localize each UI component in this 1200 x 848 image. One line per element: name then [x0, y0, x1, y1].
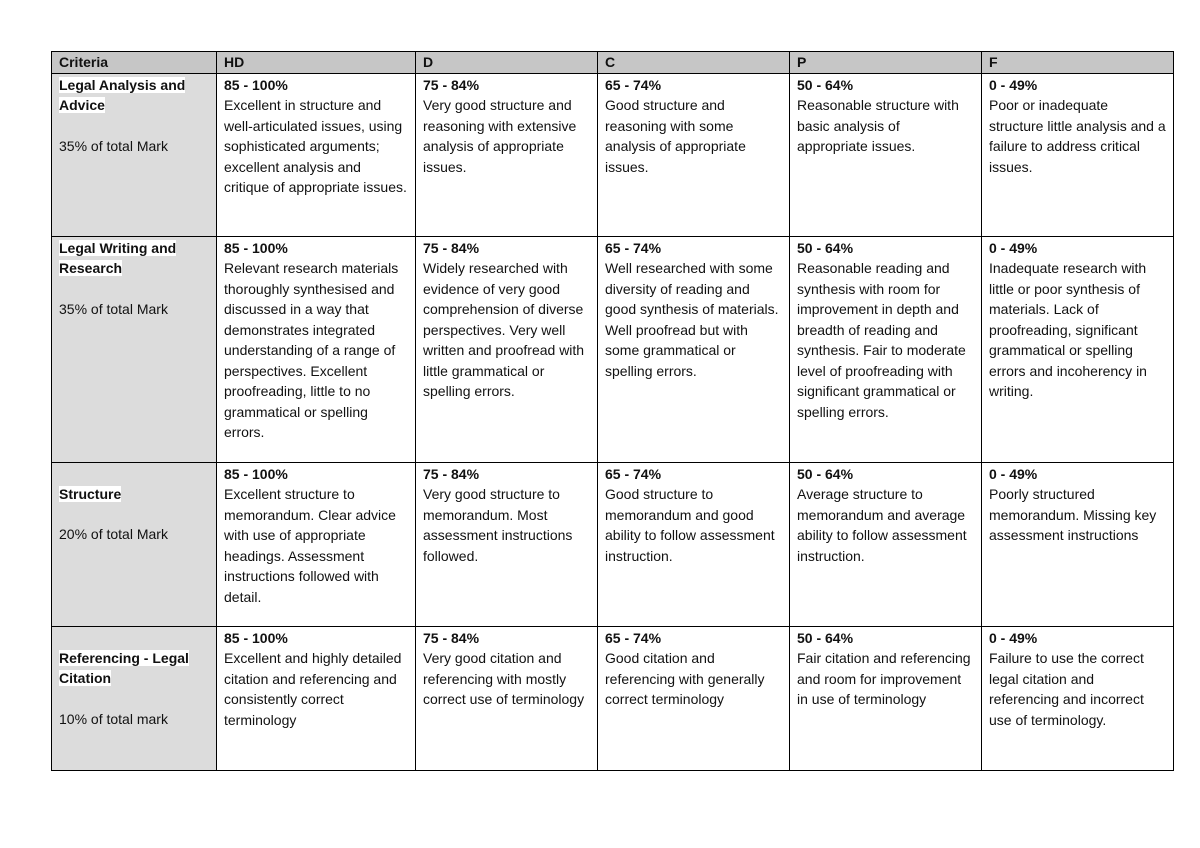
grade-description: Poorly structured memorandum. Missing key assessment instructions — [989, 486, 1157, 543]
grade-cell-f — [982, 626, 1174, 770]
grade-description: Excellent and highly detailed citation and referencing and consistently correct terminology — [224, 650, 402, 728]
grade-range: 0 - 49% — [989, 239, 1038, 256]
grade-range: 75 - 84% — [423, 629, 480, 646]
grade-cell-hd — [217, 462, 416, 626]
grade-cell-c — [598, 73, 790, 236]
grade-description: Excellent structure to memorandum. Clear advice with use of appropriate headings. Assessment instructions followed with detail. — [224, 486, 396, 605]
grade-range: 75 - 84% — [423, 76, 480, 93]
header-hd: HD — [217, 52, 416, 74]
grade-range: 65 - 74% — [605, 239, 662, 256]
grade-description: Very good structure and reasoning with extensive analysis of appropriate issues. — [423, 97, 577, 175]
grade-range: 50 - 64% — [797, 465, 854, 482]
grade-description: Inadequate research with little or poor synthesis of materials. Lack of proofreading, significant grammatical or spelling errors and incoherency in writing. — [989, 260, 1147, 399]
criteria-name: Legal Analysis and — [59, 76, 186, 93]
grade-cell-c — [598, 462, 790, 626]
criteria-weight: 10% of total mark — [59, 710, 168, 727]
grade-description: Widely researched with evidence of very good comprehension of diverse perspectives. Very well written and proofread with little grammatical or spelling errors. — [423, 260, 585, 399]
grade-cell-d — [416, 236, 598, 462]
grade-description: Excellent in structure and well-articulated issues, using sophisticated arguments; excellent analysis and critique of appropriate issues. — [224, 97, 407, 195]
grade-cell-c — [598, 236, 790, 462]
grade-range: 85 - 100% — [224, 76, 288, 93]
criteria-name: Legal Writing and — [59, 239, 177, 256]
grade-description: Fair citation and referencing and room for improvement in use of terminology — [797, 650, 971, 707]
criteria-cell — [52, 626, 217, 770]
grade-description: Reasonable reading and synthesis with room for improvement in depth and breadth of reading and synthesis. Fair to moderate level of proofreading with significant grammatical or spelling errors. — [797, 260, 966, 420]
grade-range: 50 - 64% — [797, 239, 854, 256]
grade-description: Reasonable structure with basic analysis of appropriate issues. — [797, 97, 959, 154]
grade-description: Very good citation and referencing with mostly correct use of terminology — [423, 650, 585, 707]
grade-range: 75 - 84% — [423, 465, 480, 482]
grade-description: Good citation and referencing with generally correct terminology — [605, 650, 765, 707]
criteria-name: Research — [59, 260, 123, 276]
grade-cell-f — [982, 236, 1174, 462]
criteria-row-legal-writing — [52, 236, 1174, 462]
criteria-cell — [52, 236, 217, 462]
grade-range: 85 - 100% — [224, 629, 288, 646]
grade-range: 85 - 100% — [224, 239, 288, 256]
criteria-row-referencing — [52, 626, 1174, 770]
grade-cell-d — [416, 626, 598, 770]
criteria-row-structure — [52, 462, 1174, 626]
grade-cell-f — [982, 462, 1174, 626]
grade-description: Good structure and reasoning with some analysis of appropriate issues. — [605, 97, 746, 175]
grade-description: Good structure to memorandum and good ability to follow assessment instruction. — [605, 486, 775, 564]
grade-range: 75 - 84% — [423, 239, 480, 256]
grade-range: 85 - 100% — [224, 465, 288, 482]
grade-cell-hd — [217, 236, 416, 462]
grade-cell-p — [790, 236, 982, 462]
criteria-name: Referencing - Legal — [59, 649, 189, 666]
criteria-name: Citation — [59, 670, 112, 686]
grade-description: Failure to use the correct legal citation and referencing and incorrect use of terminology. — [989, 650, 1144, 728]
grade-cell-f — [982, 73, 1174, 236]
grade-cell-d — [416, 462, 598, 626]
grade-cell-p — [790, 462, 982, 626]
grade-range: 65 - 74% — [605, 76, 662, 93]
criteria-row-legal-analysis — [52, 73, 1174, 236]
grade-description: Average structure to memorandum and average ability to follow assessment instruction. — [797, 486, 967, 564]
grade-description: Very good structure to memorandum. Most assessment instructions followed. — [423, 486, 573, 564]
grade-range: 0 - 49% — [989, 465, 1038, 482]
grade-cell-c — [598, 626, 790, 770]
grade-range: 50 - 64% — [797, 629, 854, 646]
criteria-cell — [52, 73, 217, 236]
criteria-cell — [52, 462, 217, 626]
grade-range: 0 - 49% — [989, 76, 1038, 93]
criteria-name: Advice — [59, 97, 105, 113]
header-row — [52, 52, 1174, 74]
grade-range: 0 - 49% — [989, 629, 1038, 646]
grade-description: Well researched with some diversity of reading and good synthesis of materials. Well proofread but with some grammatical or spelling errors. — [605, 260, 779, 379]
grade-range: 50 - 64% — [797, 76, 854, 93]
criteria-weight: 35% of total Mark — [59, 137, 168, 154]
grade-cell-p — [790, 73, 982, 236]
grade-range: 65 - 74% — [605, 465, 662, 482]
rubric-table — [51, 51, 1174, 771]
criteria-name: Structure — [59, 485, 122, 502]
header-d: D — [416, 52, 598, 74]
criteria-weight: 35% of total Mark — [59, 300, 168, 317]
grade-cell-hd — [217, 73, 416, 236]
header-criteria: Criteria — [52, 52, 217, 74]
header-f: F — [982, 52, 1174, 74]
header-c: C — [598, 52, 790, 74]
grade-cell-d — [416, 73, 598, 236]
header-p: P — [790, 52, 982, 74]
grade-range: 65 - 74% — [605, 629, 662, 646]
grade-description: Poor or inadequate structure little analysis and a failure to address critical issues. — [989, 97, 1166, 175]
grade-cell-p — [790, 626, 982, 770]
criteria-weight: 20% of total Mark — [59, 526, 168, 542]
grade-cell-hd — [217, 626, 416, 770]
grade-description: Relevant research materials thoroughly synthesised and discussed in a way that demonstrates integrated understanding of a range of perspectives. Excellent proofreading, little to no grammatical or spelling errors. — [224, 260, 399, 440]
